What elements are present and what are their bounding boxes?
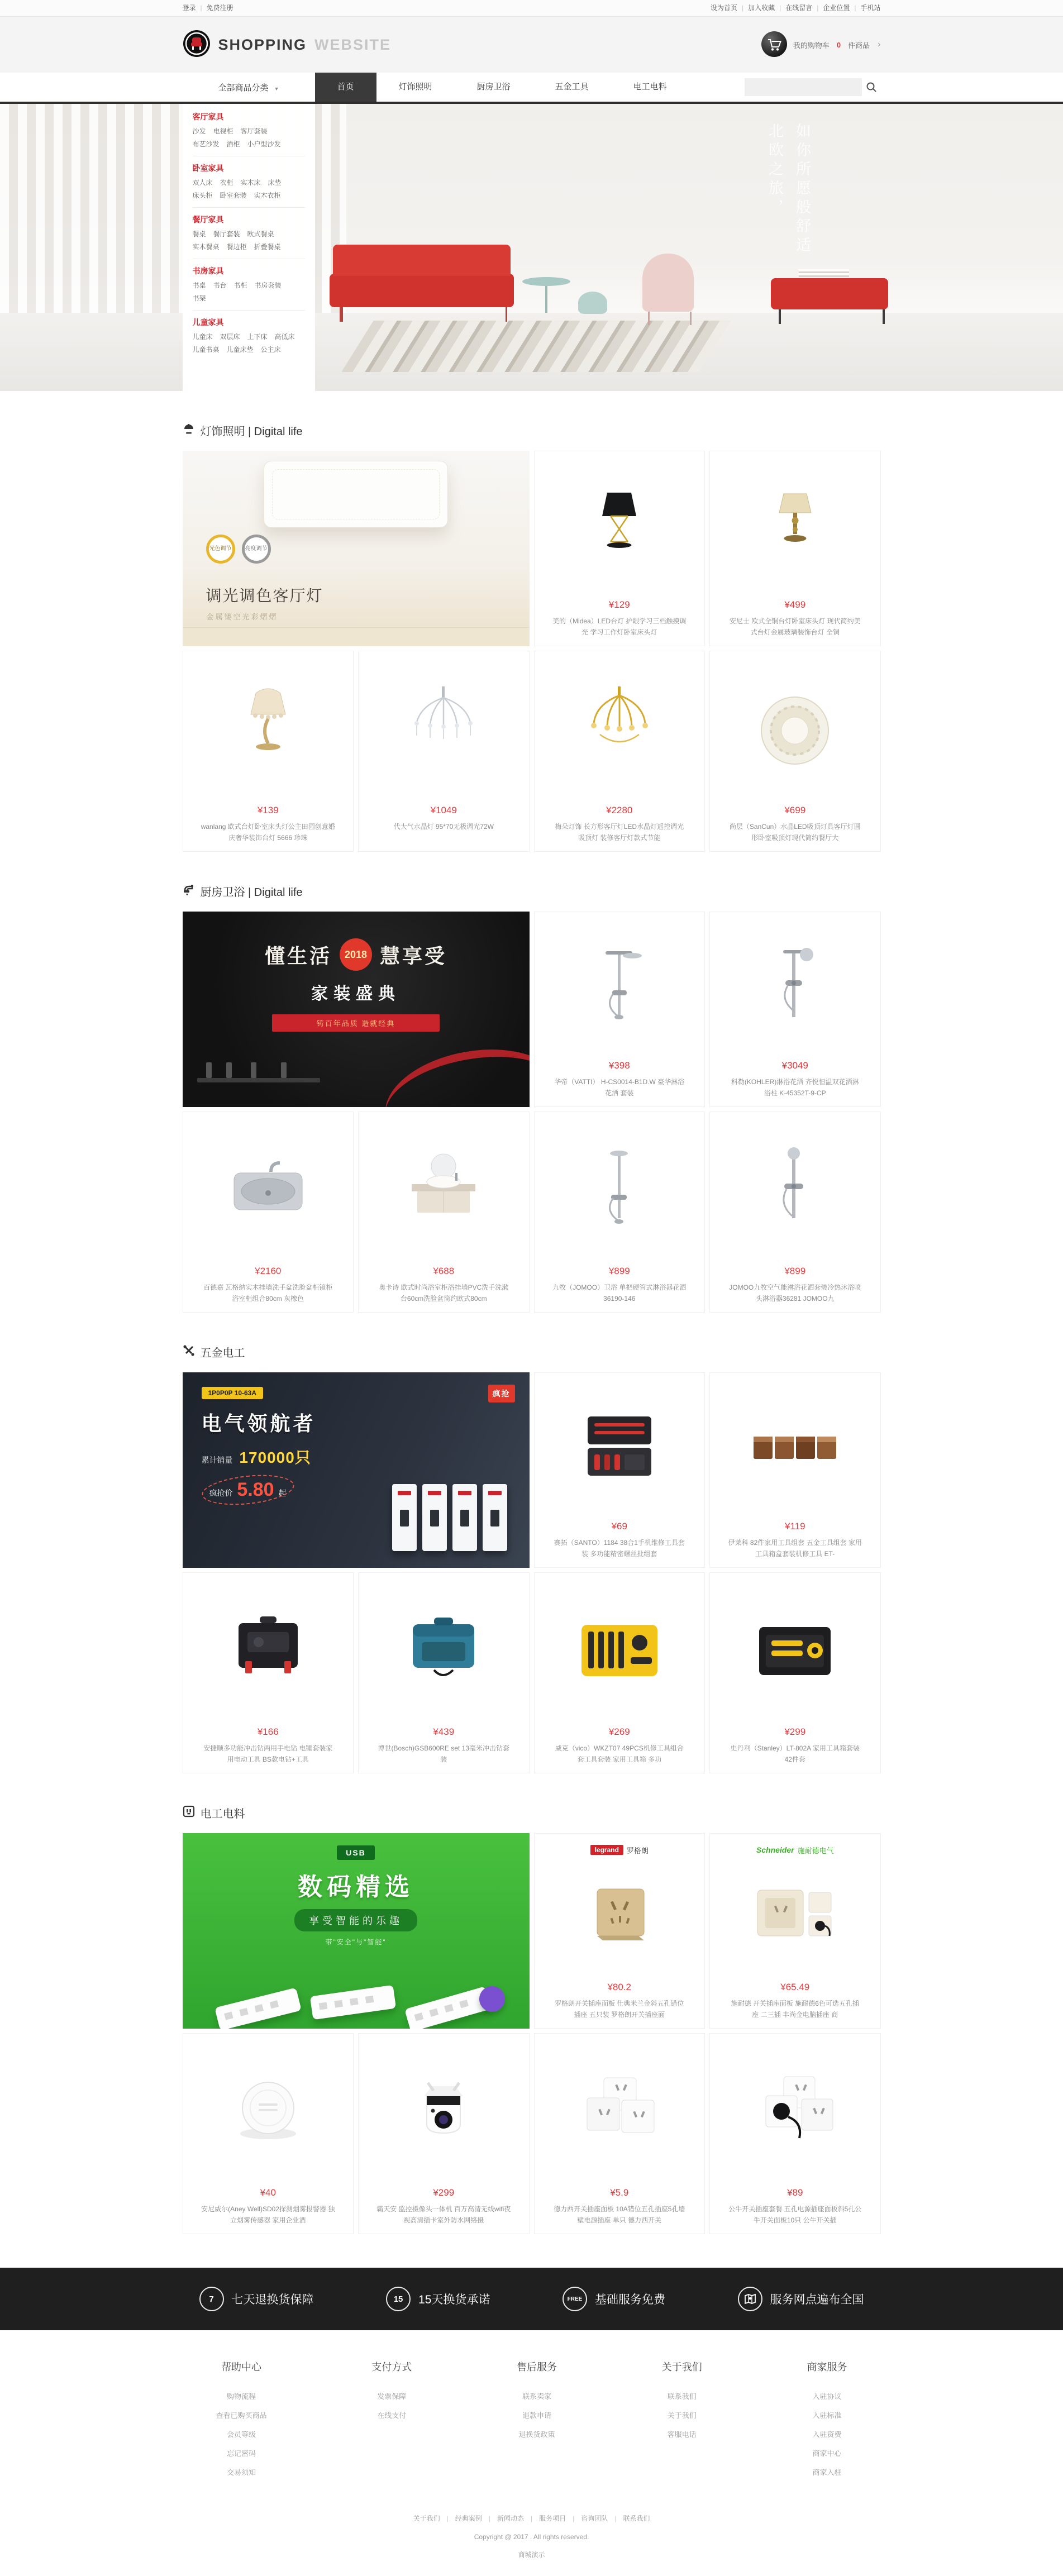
cart-suffix: 件商品 xyxy=(848,41,870,50)
product-card[interactable] xyxy=(534,1372,706,1568)
product-card[interactable] xyxy=(709,912,881,1107)
divider: | xyxy=(573,2515,575,2522)
product-card[interactable] xyxy=(534,651,706,852)
category-link[interactable]: 床头柜 xyxy=(192,192,213,199)
chevron-right-icon: › xyxy=(878,40,881,49)
product-title: wanlang 欧式台灯卧室床头灯公主田园创意婚庆奢华装饰台灯 5666 珍珠 xyxy=(201,823,335,842)
plug-icon xyxy=(183,1805,195,1821)
category-title[interactable]: 书房家具 xyxy=(192,266,224,275)
category-link[interactable]: 实木床 xyxy=(240,179,261,187)
product-title: 德力西开关插座面板 10A错位五孔插座5孔墙壁电源插座 单只 德力西开关 xyxy=(554,2205,685,2224)
free-icon: FREE xyxy=(563,2287,587,2311)
category-link[interactable]: 欧式餐桌 xyxy=(247,230,274,238)
service-label: 15天换货承诺 xyxy=(418,2293,490,2306)
product-image-drill-case-dark xyxy=(189,1581,348,1723)
banner-sales-label: 累计销量 xyxy=(201,1456,233,1464)
product-price: ¥899 xyxy=(608,1266,630,1276)
hero-slogan-line1: 如你所愿般舒适 xyxy=(794,123,811,256)
footer-link[interactable]: 会员等级 xyxy=(227,2430,256,2439)
product-title: 施耐德 开关插座面板 施耐德6色可选五孔插座 二三插 丰尚金电脑插座 商 xyxy=(731,2000,859,2019)
product-title: 代大气水晶灯 95*70无极调光72W xyxy=(393,823,494,831)
divider: | xyxy=(200,4,202,12)
product-image-table-lamp-beige xyxy=(189,659,348,802)
footer-bottom-link[interactable]: 联系我们 xyxy=(623,2515,650,2522)
product-card[interactable] xyxy=(534,451,706,646)
login-link[interactable]: 登录 xyxy=(182,4,196,12)
category-title[interactable]: 卧室家具 xyxy=(192,164,224,173)
banner-shelf-image xyxy=(197,1062,320,1098)
category-link[interactable]: 酒柜 xyxy=(226,140,240,148)
set-home-link[interactable]: 设为首页 xyxy=(710,4,737,12)
divider: | xyxy=(817,4,819,12)
product-image-crystal-chandelier xyxy=(364,659,523,802)
logo[interactable] xyxy=(183,30,392,60)
footer-link[interactable]: 联系卖家 xyxy=(522,2392,551,2401)
topbar xyxy=(0,0,1063,17)
banner-usb-badge: USB xyxy=(337,1845,375,1860)
service-label: 服务网点遍布全国 xyxy=(770,2293,864,2306)
product-card[interactable] xyxy=(709,651,881,852)
seven-day-icon: 7 xyxy=(199,2287,224,2311)
product-image-round-ceiling-lamp xyxy=(716,659,875,802)
product-card[interactable] xyxy=(534,912,706,1107)
banner-subtitle: 享受智能的乐趣 xyxy=(294,1909,417,1931)
footer-link[interactable]: 退换货政策 xyxy=(518,2430,555,2439)
product-title: 奥卡诗 欧式时尚浴室柜浴挂墙PVC洗手洗漱台60cm洗脸盆简约欧式80cm xyxy=(379,1284,509,1303)
product-title: 美的（Midea）LED台灯 护眼学习三档触摸调光 学习工作灯卧室床头灯 xyxy=(552,617,687,636)
brand-subname: WEBSITE xyxy=(314,36,392,53)
product-title: 尚层（SanCun）水晶LED吸顶灯具客厅灯圆形卧室吸顶灯现代简约餐厅大 xyxy=(729,823,861,842)
footer-link[interactable]: 忘记密码 xyxy=(227,2449,256,2458)
cart-count-badge: 0 xyxy=(836,40,841,49)
product-price: ¥166 xyxy=(257,1726,279,1737)
footer-column-title: 售后服务 xyxy=(516,2362,557,2373)
banner-subtitle: 金属镂空光彩熠熠 xyxy=(206,613,278,621)
product-title: 赛拓（SANTO）1184 38合1手机维修工具套装 多功能精密螺丝批组套 xyxy=(554,1539,685,1558)
category-link[interactable]: 电视柜 xyxy=(213,127,233,135)
product-price: ¥688 xyxy=(433,1266,455,1276)
cart-label: 我的购物车 xyxy=(793,41,830,50)
copyright: Copyright @ 2017 . All rights reserved. xyxy=(474,2533,589,2541)
brand-logo-text: legrand xyxy=(590,1845,623,1855)
footer-bottom-links xyxy=(0,2513,1063,2523)
footer-bottom-link[interactable]: 新闻动态 xyxy=(497,2515,524,2522)
section-kitchen xyxy=(183,883,881,1313)
product-image-tool-tray-yellow xyxy=(540,1581,699,1723)
nav-item-home[interactable]: 首页 xyxy=(315,73,376,102)
location-link[interactable]: 企业位置 xyxy=(823,4,850,12)
product-price: ¥2160 xyxy=(255,1266,282,1276)
category-link[interactable]: 布艺沙发 xyxy=(192,140,220,148)
product-title: 伊莱科 82件家用工具组套 五金工具组套 家用工具箱盒套装机修工具 ET- xyxy=(728,1539,862,1558)
category-link[interactable]: 双人床 xyxy=(192,179,213,187)
product-card[interactable] xyxy=(358,1572,530,1773)
divider: | xyxy=(741,4,744,12)
category-link[interactable]: 书房套装 xyxy=(254,282,282,289)
category-link[interactable]: 折叠餐桌 xyxy=(254,243,281,251)
product-card[interactable] xyxy=(709,1112,881,1313)
product-card[interactable] xyxy=(709,451,881,646)
product-card[interactable] xyxy=(183,651,354,852)
product-card[interactable] xyxy=(709,1833,881,2029)
footer-column-payment xyxy=(371,2359,412,2482)
cart-button[interactable] xyxy=(761,31,881,59)
faucet-icon xyxy=(183,884,195,899)
category-link[interactable]: 卧室套装 xyxy=(220,192,247,199)
category-link[interactable]: 实木餐桌 xyxy=(192,243,220,251)
product-card[interactable] xyxy=(534,2033,706,2234)
brand-name: SHOPPING xyxy=(218,36,307,53)
lamp-icon xyxy=(183,423,195,438)
wrench-icon xyxy=(183,1344,195,1360)
product-card[interactable] xyxy=(534,1572,706,1773)
footer-column-aftersale xyxy=(517,2359,557,2482)
footer-services-bar xyxy=(0,2268,1063,2330)
service-item-exchange xyxy=(386,2287,490,2311)
service-label: 七天退换货保障 xyxy=(231,2293,314,2306)
product-image-table-lamp-brass xyxy=(716,459,875,596)
main-nav xyxy=(0,73,1063,102)
product-image-drill-case-blue xyxy=(364,1581,523,1723)
footer-link[interactable]: 商家中心 xyxy=(812,2449,842,2458)
footer-link[interactable]: 退款申请 xyxy=(522,2411,551,2420)
product-card[interactable] xyxy=(183,1112,354,1313)
footer-link[interactable]: 入驻协议 xyxy=(812,2392,842,2401)
product-price: ¥69 xyxy=(611,1521,627,1532)
product-price: ¥3049 xyxy=(781,1060,808,1071)
product-price: ¥65.49 xyxy=(780,1982,810,1992)
product-image-smoke-detector xyxy=(189,2041,348,2184)
banner-power-strip xyxy=(214,1987,302,2029)
product-price: ¥299 xyxy=(433,2187,455,2198)
section-title: 电工电料 xyxy=(200,1808,245,1820)
category-link[interactable]: 书台 xyxy=(213,282,227,289)
footer-link[interactable]: 关于我们 xyxy=(667,2411,697,2420)
category-link[interactable]: 书桌 xyxy=(192,282,206,289)
footer-column-help xyxy=(216,2359,267,2482)
product-image-desk-lamp-black xyxy=(540,459,699,596)
product-price: ¥119 xyxy=(784,1521,805,1532)
footer-link[interactable]: 入驻标准 xyxy=(812,2411,842,2420)
product-image-gold-socket xyxy=(540,1857,699,1978)
product-title: 威克（vico）WKZT07 49PCS机修工具组合 套工具套装 家用工具箱 多功 xyxy=(555,1744,684,1763)
brand-logo-schneider xyxy=(756,1843,834,1857)
service-label: 基础服务免费 xyxy=(594,2293,665,2306)
banner-price-suffix: 起 xyxy=(278,1489,287,1497)
kitchen-banner[interactable] xyxy=(183,912,530,1107)
product-image-socket-plug xyxy=(716,2041,875,2184)
product-title: 百德嘉 瓦格纳实木挂墙洗手盆洗脸盆柜镜柜浴室柜组合80cm 灰橡色 xyxy=(203,1284,333,1303)
product-price: ¥1049 xyxy=(430,805,457,815)
category-link[interactable]: 小户型沙发 xyxy=(247,140,281,148)
product-price: ¥269 xyxy=(608,1726,630,1737)
topbar-left xyxy=(183,0,233,16)
hardware-banner[interactable] xyxy=(183,1372,530,1568)
footer-bottom-link[interactable]: 咨询团队 xyxy=(581,2515,608,2522)
register-link[interactable]: 免费注册 xyxy=(206,4,233,12)
footer-column-title: 支付方式 xyxy=(371,2362,412,2373)
product-price: ¥699 xyxy=(784,805,806,815)
category-link[interactable]: 儿童床 xyxy=(192,333,213,341)
footer-link[interactable]: 发票保障 xyxy=(377,2392,407,2401)
search-input[interactable] xyxy=(745,78,862,96)
product-card[interactable] xyxy=(183,2033,354,2234)
category-link[interactable]: 实木衣柜 xyxy=(254,192,281,199)
nav-item-kitchen[interactable]: 厨房卫浴 xyxy=(476,82,511,92)
product-image-shower-set xyxy=(540,920,699,1057)
footer-link[interactable]: 入驻资费 xyxy=(812,2430,842,2439)
banner-title: 电气领航者 xyxy=(201,1412,316,1435)
category-title[interactable]: 客厅家具 xyxy=(192,112,224,121)
banner-subtitle: 家装盛典 xyxy=(311,985,401,1003)
badge-brightness-adjust: 亮度调节 xyxy=(242,535,271,564)
category-group-kids xyxy=(193,311,305,361)
divider: | xyxy=(488,2515,490,2522)
product-image-shower-sprayer xyxy=(716,1120,875,1262)
product-price: ¥139 xyxy=(257,805,279,815)
hero-banner xyxy=(0,102,1063,391)
product-price: ¥499 xyxy=(784,599,806,610)
banner-power-strip xyxy=(309,1985,395,2020)
service-item-return xyxy=(199,2287,314,2311)
fifteen-day-icon: 15 xyxy=(386,2287,411,2311)
footer-link[interactable]: 联系我们 xyxy=(667,2392,697,2401)
message-link[interactable]: 在线留言 xyxy=(785,4,813,12)
section-title: 灯饰照明 | Digital life xyxy=(200,426,303,438)
banner-sales-value: 170000只 xyxy=(239,1449,311,1466)
category-link[interactable]: 餐桌 xyxy=(192,230,206,238)
category-title[interactable]: 儿童家具 xyxy=(192,318,224,327)
section-electrical xyxy=(183,1805,881,2234)
product-price: ¥439 xyxy=(433,1726,455,1737)
category-link[interactable]: 衣柜 xyxy=(220,179,233,187)
product-title: 安捷顺多功能冲击钻两用手电钻 电锤套装家用电动工具 BS款电钻+工具 xyxy=(203,1744,333,1763)
product-price: ¥40 xyxy=(260,2187,276,2198)
category-link[interactable]: 上下床 xyxy=(247,333,268,341)
product-price: ¥2280 xyxy=(606,805,633,815)
category-link[interactable]: 书柜 xyxy=(233,282,247,289)
product-title: 公牛开关插座套餐 五孔电源插座面板斜5孔公牛开关面板10只 公牛开关插 xyxy=(728,2205,862,2224)
footer-link[interactable]: 在线支付 xyxy=(377,2411,407,2420)
nav-item-hardware[interactable]: 五金工具 xyxy=(555,82,589,92)
footer-link[interactable]: 购物流程 xyxy=(227,2392,256,2401)
brand-logo-cn: 施耐德电气 xyxy=(797,1846,834,1855)
service-item-free xyxy=(563,2287,665,2311)
category-group-bedroom xyxy=(193,156,305,208)
banner-sofa xyxy=(183,627,530,646)
electrical-banner[interactable] xyxy=(183,1833,530,2029)
brand-logo-cn: 罗格朗 xyxy=(626,1846,649,1855)
footer-bottom-link[interactable]: 服务项目 xyxy=(539,2515,566,2522)
banner-price-label: 疯抢价 xyxy=(209,1489,233,1497)
category-link[interactable]: 双层床 xyxy=(220,333,240,341)
hero-slogan-line2: 北欧之旅， xyxy=(766,123,783,218)
banner-model-badge: 1P0P0P 10-63A xyxy=(202,1387,264,1399)
product-image-beige-sockets xyxy=(716,1857,875,1978)
logo-chair-icon xyxy=(183,30,211,60)
product-image-steel-sink xyxy=(189,1120,348,1262)
chevron-down-icon: ▼ xyxy=(274,85,279,92)
lighting-banner[interactable] xyxy=(183,451,530,646)
banner-purple-dot xyxy=(479,1986,505,2012)
divider: | xyxy=(854,4,856,12)
product-title: 华帝（VATTI） H-CS0014-B1D.W 豪华淋浴 花洒 套装 xyxy=(554,1078,685,1097)
header xyxy=(0,17,1063,73)
footer-link[interactable]: 商家入驻 xyxy=(812,2468,842,2477)
category-title[interactable]: 餐厅家具 xyxy=(192,215,224,224)
product-card[interactable] xyxy=(183,1572,354,1773)
footer-link[interactable]: 查看已购买商品 xyxy=(216,2411,267,2420)
category-link[interactable]: 儿童书桌 xyxy=(192,346,220,354)
product-image-repair-kit xyxy=(540,1381,699,1518)
footer-column-about xyxy=(662,2359,702,2482)
brand-logo-text: Schneider xyxy=(756,1845,794,1854)
product-image-camera xyxy=(364,2041,523,2184)
nav-item-lighting[interactable]: 灯饰照明 xyxy=(398,82,432,92)
category-link[interactable]: 餐边柜 xyxy=(226,243,247,251)
product-price: ¥899 xyxy=(784,1266,806,1276)
search-box xyxy=(745,78,881,96)
product-image-shower-column xyxy=(716,920,875,1057)
all-categories-menu[interactable] xyxy=(183,82,315,93)
divider: | xyxy=(446,2515,449,2522)
favorite-link[interactable]: 加入收藏 xyxy=(748,4,775,12)
banner-year-badge: 2018 xyxy=(340,938,372,971)
category-link[interactable]: 公主床 xyxy=(260,346,281,354)
section-title: 五金电工 xyxy=(200,1347,245,1359)
section-lighting xyxy=(183,422,881,852)
product-card[interactable] xyxy=(534,1833,706,2029)
section-title: 厨房卫浴 | Digital life xyxy=(200,886,303,899)
banner-text-2: 慧享受 xyxy=(380,944,447,967)
ceiling-lamp-image xyxy=(264,461,448,528)
all-categories-label: 全部商品分类 xyxy=(218,83,269,93)
banner-power-strip xyxy=(404,1986,492,2029)
banner-breakers-image xyxy=(392,1484,507,1551)
product-price: ¥299 xyxy=(784,1726,806,1737)
brand-logo-legrand xyxy=(590,1843,649,1857)
banner-title: 数码精选 xyxy=(298,1873,414,1901)
banner-note: 带"安全"与"智能" xyxy=(325,1938,387,1946)
category-panel xyxy=(183,104,315,391)
product-title: 史丹利（Stanley）LT-802A 家用工具箱套装42件套 xyxy=(730,1744,860,1763)
search-icon[interactable] xyxy=(862,78,881,96)
footer-column-title: 关于我们 xyxy=(661,2362,702,2373)
product-image-vanity-sink xyxy=(364,1120,523,1262)
product-title: 博世(Bosch)GSB600RE set 13毫米冲击钻套装 xyxy=(378,1744,509,1763)
footer-bottom-link[interactable]: 关于我们 xyxy=(413,2515,440,2522)
product-card[interactable] xyxy=(358,1112,530,1313)
product-card[interactable] xyxy=(709,2033,881,2234)
product-price: ¥89 xyxy=(787,2187,803,2198)
footer-links xyxy=(0,2330,1063,2499)
category-link[interactable]: 餐厅套装 xyxy=(213,230,240,238)
category-group-living xyxy=(193,105,305,156)
product-title: 安尼士 欧式全铜台灯卧室床头灯 现代简约美式台灯金属玻璃装饰台灯 全铜 xyxy=(729,617,861,636)
category-group-dining xyxy=(193,208,305,259)
divider: | xyxy=(614,2515,617,2522)
footer-bottom-link[interactable]: 经典案例 xyxy=(455,2515,482,2522)
product-image-gold-chandelier xyxy=(540,659,699,802)
footer-bottom xyxy=(0,2499,1063,2576)
category-link[interactable]: 客厅套装 xyxy=(240,127,268,135)
cart-icon xyxy=(761,31,788,59)
product-title: 科勒(KOHLER)淋浴花洒 齐悦恒温双花洒淋浴柱 K-45352T-9-CP xyxy=(731,1078,859,1097)
product-image-shower-faucet xyxy=(540,1120,699,1262)
product-title: 九牧（JOMOO）卫浴 单把硬管式淋浴器花洒36190-146 xyxy=(552,1284,687,1303)
banner-hot-tag: 疯抢 xyxy=(488,1385,515,1403)
product-image-tool-box-set xyxy=(716,1381,875,1518)
banner-ribbon: 铸百年品质 造就经典 xyxy=(272,1014,440,1032)
banner-title: 调光调色客厅灯 xyxy=(206,587,323,604)
product-card[interactable] xyxy=(358,651,530,852)
product-price: ¥5.9 xyxy=(610,2187,629,2198)
product-price: ¥80.2 xyxy=(607,1982,632,1992)
footer-link[interactable]: 客服电话 xyxy=(667,2430,697,2439)
section-hardware xyxy=(183,1344,881,1773)
product-card[interactable] xyxy=(709,1372,881,1568)
product-image-socket-stack xyxy=(540,2041,699,2184)
category-link[interactable]: 高低床 xyxy=(274,333,295,341)
divider: | xyxy=(779,4,781,12)
category-link[interactable]: 书架 xyxy=(192,294,206,302)
banner-text-1: 懂生活 xyxy=(264,944,332,967)
category-group-study xyxy=(193,259,305,311)
footer-column-merchant xyxy=(807,2359,847,2482)
product-title: 霸天安 监控摄像头一体机 百万高清无线wifi夜视高清插卡室外防水网络摄 xyxy=(376,2205,511,2224)
product-title: 安尼威尔(Aney Well)SD02探测烟雾报警器 独立烟雾传感器 家用企业酒 xyxy=(201,2205,335,2224)
banner-swoosh xyxy=(376,1037,529,1107)
product-title: JOMOO九牧空气能淋浴花洒套装冷热沐浴喷头淋浴器36281 JOMOO九 xyxy=(729,1284,861,1303)
badge-color-adjust: 光色调节 xyxy=(206,535,235,564)
product-price: ¥129 xyxy=(608,599,630,610)
footer-column-title: 帮助中心 xyxy=(221,2362,261,2373)
nav-item-electrical[interactable]: 电工电料 xyxy=(633,82,667,92)
mobile-site-link[interactable]: 手机站 xyxy=(860,4,881,12)
banner-price-value: 5.80 xyxy=(237,1479,274,1500)
map-icon xyxy=(738,2287,762,2311)
divider: | xyxy=(530,2515,533,2522)
category-link[interactable]: 床垫 xyxy=(268,179,282,187)
product-card[interactable] xyxy=(534,1112,706,1313)
footer-column-title: 商家服务 xyxy=(807,2362,847,2373)
category-link[interactable]: 儿童床垫 xyxy=(226,346,254,354)
service-item-network xyxy=(738,2287,864,2311)
product-card[interactable] xyxy=(709,1572,881,1773)
category-link[interactable]: 沙发 xyxy=(192,127,206,135)
product-title: 梅朵灯饰 长方形客厅灯LED水晶灯遥控调光吸顶灯 装修客厅灯款式节能 xyxy=(555,823,684,842)
demo-label: 商城演示 xyxy=(518,2551,545,2559)
topbar-right xyxy=(711,0,881,16)
product-price: ¥398 xyxy=(608,1060,630,1071)
product-title: 罗格朗开关插座面板 仕典米兰金斜五孔错位插座 五只装 罗格朗开关插座面 xyxy=(555,2000,684,2019)
footer-link[interactable]: 交易须知 xyxy=(227,2468,256,2477)
product-image-toolbox-black xyxy=(716,1581,875,1723)
product-card[interactable] xyxy=(358,2033,530,2234)
